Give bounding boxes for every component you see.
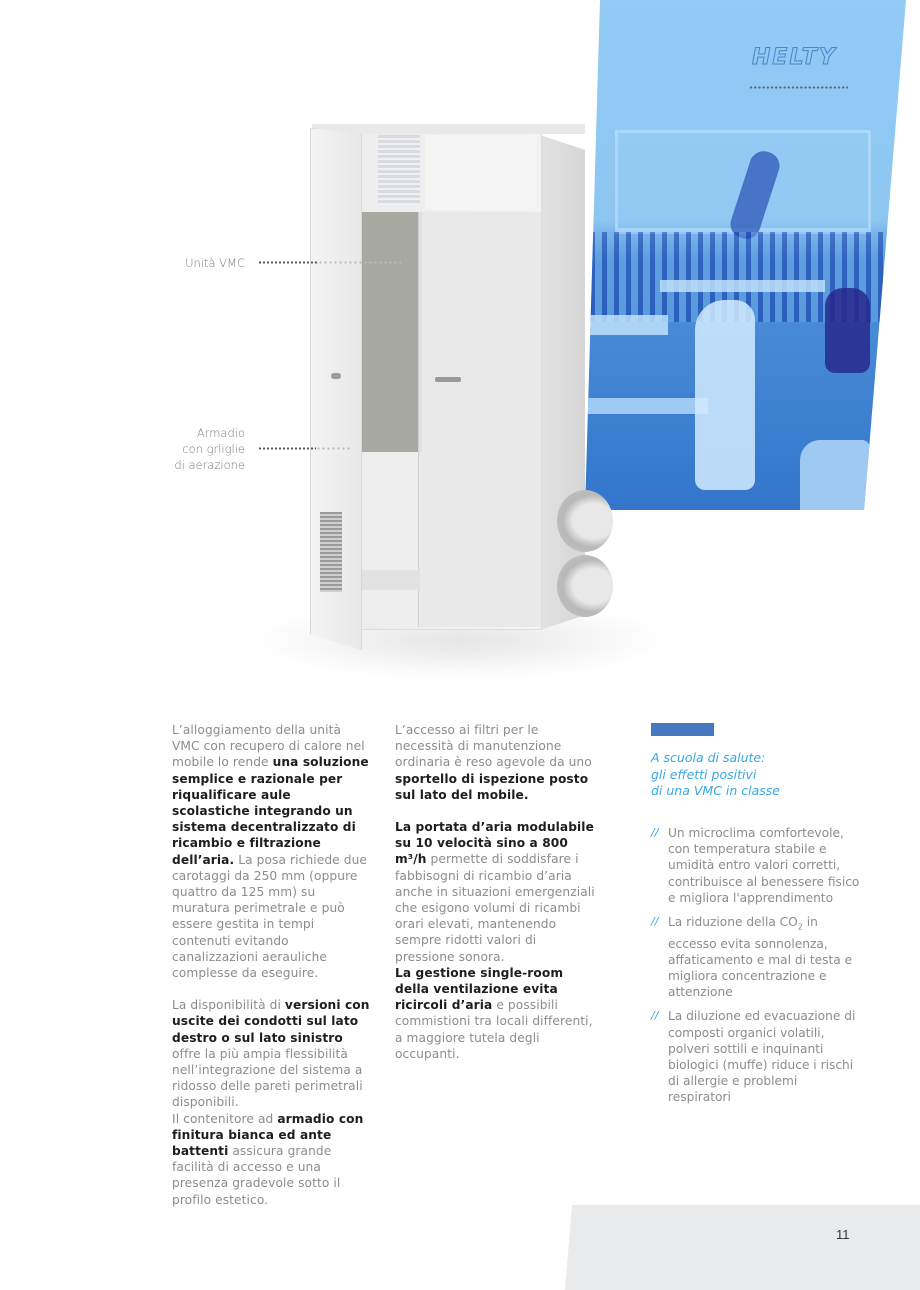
body-column-2 — [395, 722, 595, 1078]
brand-logo: HELTY — [752, 45, 837, 70]
paragraph — [172, 722, 372, 981]
callout-leader-line — [258, 447, 316, 450]
logo-dotted-rule — [749, 86, 848, 89]
subscript: 2 — [797, 922, 803, 932]
callout-leader-line — [316, 447, 352, 450]
cabinet-bottom — [360, 570, 420, 590]
body-text: offre la più ampia flessibilità nell’integrazione del sistema a ridosso delle pareti perimetrali disponibili. — [172, 1046, 363, 1110]
emphasis-text: versioni con uscite dei condotti sul lato destro o sul lato sinistro — [172, 998, 370, 1045]
bullet-slash-icon: // — [651, 826, 659, 839]
ventilation-grille-icon — [320, 512, 342, 592]
page-number: 11 — [836, 1227, 850, 1242]
photo-bag — [695, 300, 755, 490]
cabinet-upper-compartment — [425, 135, 537, 210]
accent-bar — [651, 723, 714, 736]
body-text: L’alloggiamento della unità VMC con recupero di calore nel mobile lo rende — [172, 723, 365, 770]
benefits-list — [651, 825, 861, 1114]
body-text: Il contenitore ad — [172, 1111, 278, 1126]
callout-line-text: Armadio — [196, 426, 245, 440]
callout-cabinet — [150, 425, 245, 473]
vmc-fan-icon — [378, 135, 420, 205]
body-text: e possibili commistioni tra locali differenti, a maggiore tutela degli occupanti. — [395, 998, 593, 1061]
sidebar-title-line: di una VMC in classe — [651, 783, 780, 798]
sidebar-title-line: A scuola di salute: — [651, 750, 766, 765]
body-text: permette di soddisfare i fabbisogni di ricambio d’aria anche in situazioni emergenziali che esigono volumi di ricambi orari elevati, mantenendo sempre ridotti valori di pressione sonora. — [395, 852, 595, 964]
duct-outlet-icon — [557, 555, 613, 617]
photo-desk-left — [588, 315, 668, 335]
emphasis-text: armadio con finitura bianca ed ante battenti — [172, 1111, 364, 1159]
body-column-1 — [172, 722, 372, 1224]
sidebar-title — [651, 750, 871, 800]
bullet-slash-icon: // — [651, 915, 659, 929]
paragraph — [172, 997, 372, 1208]
photo-desk — [660, 280, 825, 292]
bullet-slash-icon: // — [651, 1009, 659, 1023]
sidebar-title-line: gli effetti positivi — [651, 766, 757, 782]
emphasis-text: una soluzione semplice e razionale per riqualificare aule scolastiche integrando un sistema decentralizzato di ricambio e filtrazione dell’aria. — [172, 755, 369, 867]
body-text: L’accesso ai filtri per le necessità di manutenzione ordinaria è reso agevole da uno — [395, 723, 592, 770]
list-item-text: La riduzione della CO — [668, 915, 798, 930]
duct-outlet-icon — [557, 490, 613, 552]
callout-line-text: di aerazione — [174, 458, 245, 472]
photo-seat — [588, 398, 708, 414]
list-item-text: in eccesso evita sonnolenza, affaticamento e mal di testa e migliora concentrazione e attenzione — [668, 915, 853, 1000]
emphasis-text: La gestione single-room della ventilazione evita ricircoli d’aria — [395, 965, 564, 1013]
callout-line-text: con grliglie — [182, 442, 245, 456]
body-text: La disponibilità di — [172, 998, 285, 1013]
photo-backpack — [825, 288, 870, 373]
list-item — [651, 825, 861, 906]
paragraph — [395, 819, 595, 1062]
emphasis-text: La portata d’aria modulabile su 10 velocità sino a 800 m³/h — [395, 820, 594, 867]
list-item-text: La diluzione ed evacuazione di composti organici volatili, polveri sottili e inquinanti biologici (muffe) riduce i rischi di allergie e problemi respiratori — [668, 1009, 856, 1105]
paragraph — [395, 722, 595, 803]
body-text: assicura grande facilità di accesso e una presenza gradevole sotto il profilo estetico. — [172, 1144, 341, 1207]
callout-leader-line — [258, 261, 318, 264]
vmc-unit — [362, 212, 422, 452]
list-item — [651, 1008, 861, 1105]
list-item — [651, 914, 861, 1000]
callout-vmc-unit: Unità VMC — [185, 256, 245, 270]
list-item-text: Un microclima comfortevole, con temperatura stabile e umidità entro valori corretti, contribuisce al benessere fisico e migliora l'apprendimento — [668, 826, 860, 905]
footer-panel — [565, 1205, 920, 1290]
photo-chair — [800, 440, 870, 510]
body-text: La posa richiede due carotaggi da 250 mm (oppure quattro da 125 mm) su muratura perimetrale e può essere gestita in tempi contenuti evitando canalizzazioni aerauliche complesse da eseguire. — [172, 852, 368, 981]
door-handle-icon — [331, 373, 341, 379]
callout-leader-line — [318, 261, 404, 264]
cabinet-right-door — [418, 212, 541, 627]
emphasis-text: sportello di ispezione posto sul lato del mobile. — [395, 771, 589, 802]
door-handle-icon — [435, 377, 461, 382]
